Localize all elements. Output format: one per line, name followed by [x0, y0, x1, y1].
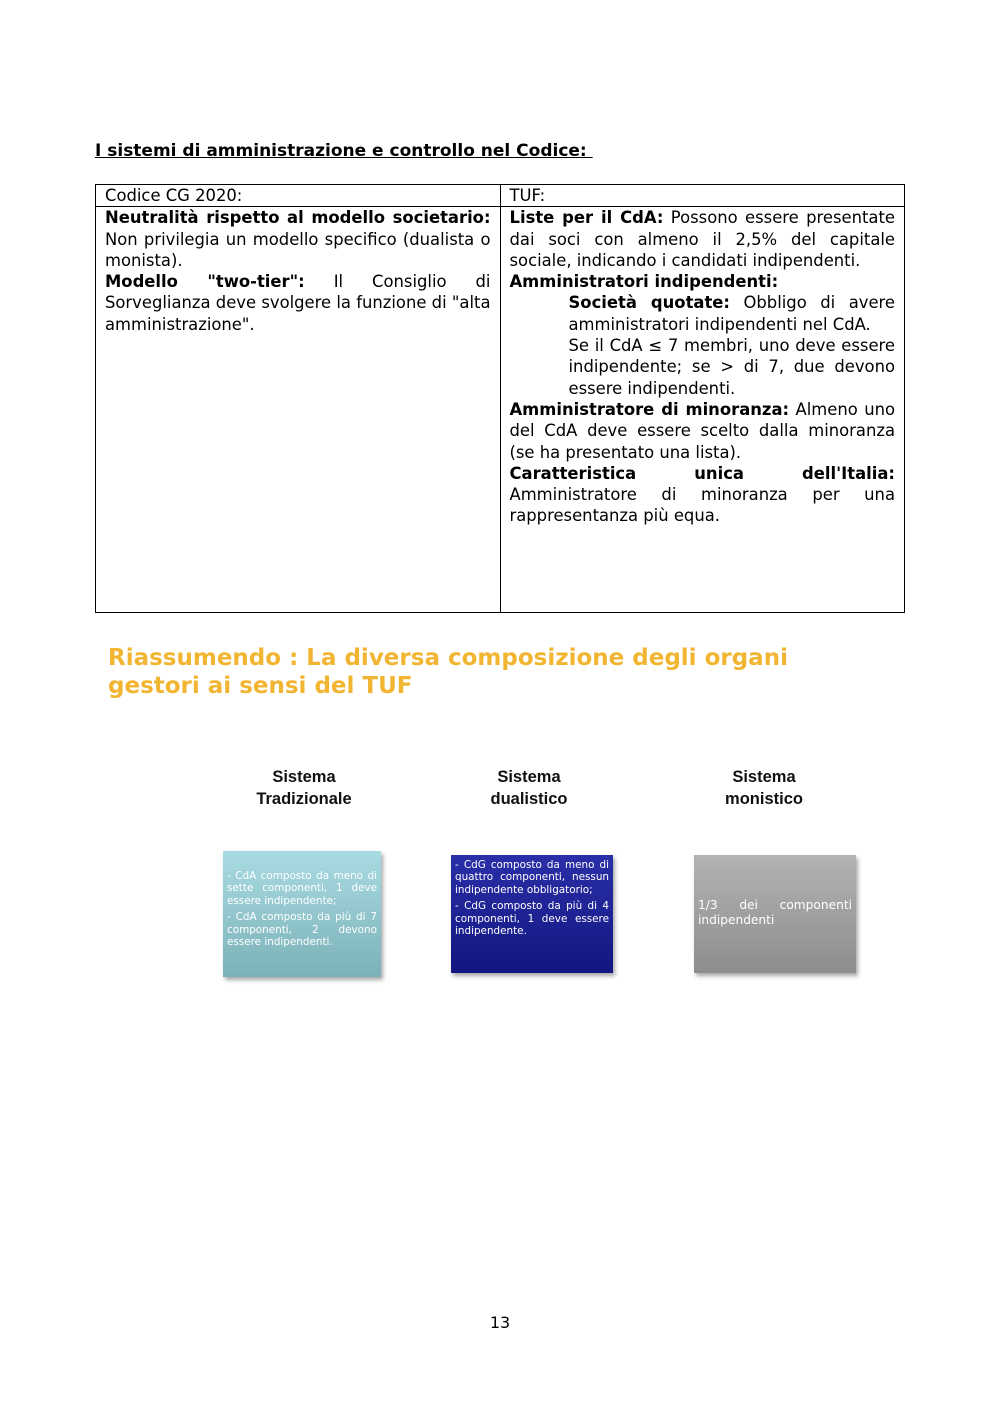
- neutralita-label: Neutralità rispetto al modello societario:: [105, 208, 491, 228]
- sistema-tradizionale-title: [204, 766, 404, 810]
- codice-cell: [96, 207, 501, 613]
- neutralita-text: Non privilegia un modello specifico (dualista o monista).: [105, 229, 491, 270]
- col2-header: TUF:: [500, 185, 905, 207]
- section-heading: I sistemi di amministrazione e controllo nel Codice:: [95, 141, 593, 161]
- amm-ind-label: Amministratori indipendenti:: [509, 272, 779, 292]
- liste-item: [510, 207, 896, 271]
- table-header-row: [96, 185, 905, 207]
- minoranza-item: [510, 399, 896, 463]
- tradizionale-line-1: - CdA composto da meno di sette componenti, 1 deve essere indipendente;: [227, 870, 377, 907]
- tradizionale-box: [223, 851, 381, 977]
- table-body-row: [96, 207, 905, 613]
- sistema-monistico-title: [664, 766, 864, 810]
- monistico-box: [694, 855, 856, 973]
- caratteristica-text: Amministratore di minoranza per una rappresentanza più equa.: [509, 485, 895, 526]
- caratteristica-item: [510, 463, 896, 527]
- tuf-cell: [500, 207, 905, 613]
- membri-item: Se il CdA ≤ 7 membri, uno deve essere indipendente; se > di 7, due devono essere indipendenti.: [568, 336, 895, 398]
- comparison-table: [95, 184, 905, 613]
- two-tier-label: Modello "two-tier":: [105, 272, 305, 292]
- two-tier-text: Il Consiglio di Sorveglianza deve svolgere la funzione di "alta amministrazione".: [105, 272, 491, 334]
- liste-text: Possono essere presentate dai soci con almeno il 2,5% del capitale sociale, indicando i candidati indipendenti.: [509, 208, 895, 270]
- col1-header: Codice CG 2020:: [96, 185, 501, 207]
- page-number: 13: [489, 1313, 511, 1332]
- sistema-dualistico-title: [429, 766, 629, 810]
- minoranza-text: Almeno uno del CdA deve essere scelto dalla minoranza (se ha presentato una lista).: [509, 399, 895, 462]
- dualistico-line-2: - CdG composto da più di 4 componenti, 1 deve essere indipendente.: [455, 900, 609, 938]
- sistema-dualistico-label: Sistema dualistico: [490, 768, 568, 808]
- liste-label: Liste per il CdA:: [509, 208, 664, 228]
- dualistico-line-1: - CdG composto da meno di quattro componenti, nessun indipendente obbligatorio;: [455, 859, 609, 896]
- dualistico-box: [451, 855, 613, 973]
- monistico-text: 1/3 dei componenti indipendenti: [698, 898, 852, 927]
- quotate-text: Obbligo di avere amministratori indipendenti nel CdA.: [568, 293, 895, 334]
- sistema-monistico-label: Sistema monistico: [725, 768, 803, 808]
- amm-ind-item: [510, 271, 896, 292]
- quotate-label: Società quotate:: [568, 293, 730, 313]
- caratteristica-label: Caratteristica unica dell'Italia:: [509, 463, 895, 483]
- tradizionale-line-2: - CdA composto da più di 7 componenti, 2 devono essere indipendenti.: [227, 911, 377, 949]
- two-tier-item: [105, 271, 491, 335]
- sistema-tradizionale-label: Sistema Tradizionale: [256, 768, 352, 808]
- summary-title: Riassumendo : La diversa composizione degli organi gestori ai sensi del TUF: [108, 645, 788, 699]
- neutralita-item: [105, 207, 491, 271]
- quotate-item: [510, 292, 896, 335]
- minoranza-label: Amministratore di minoranza:: [509, 399, 790, 419]
